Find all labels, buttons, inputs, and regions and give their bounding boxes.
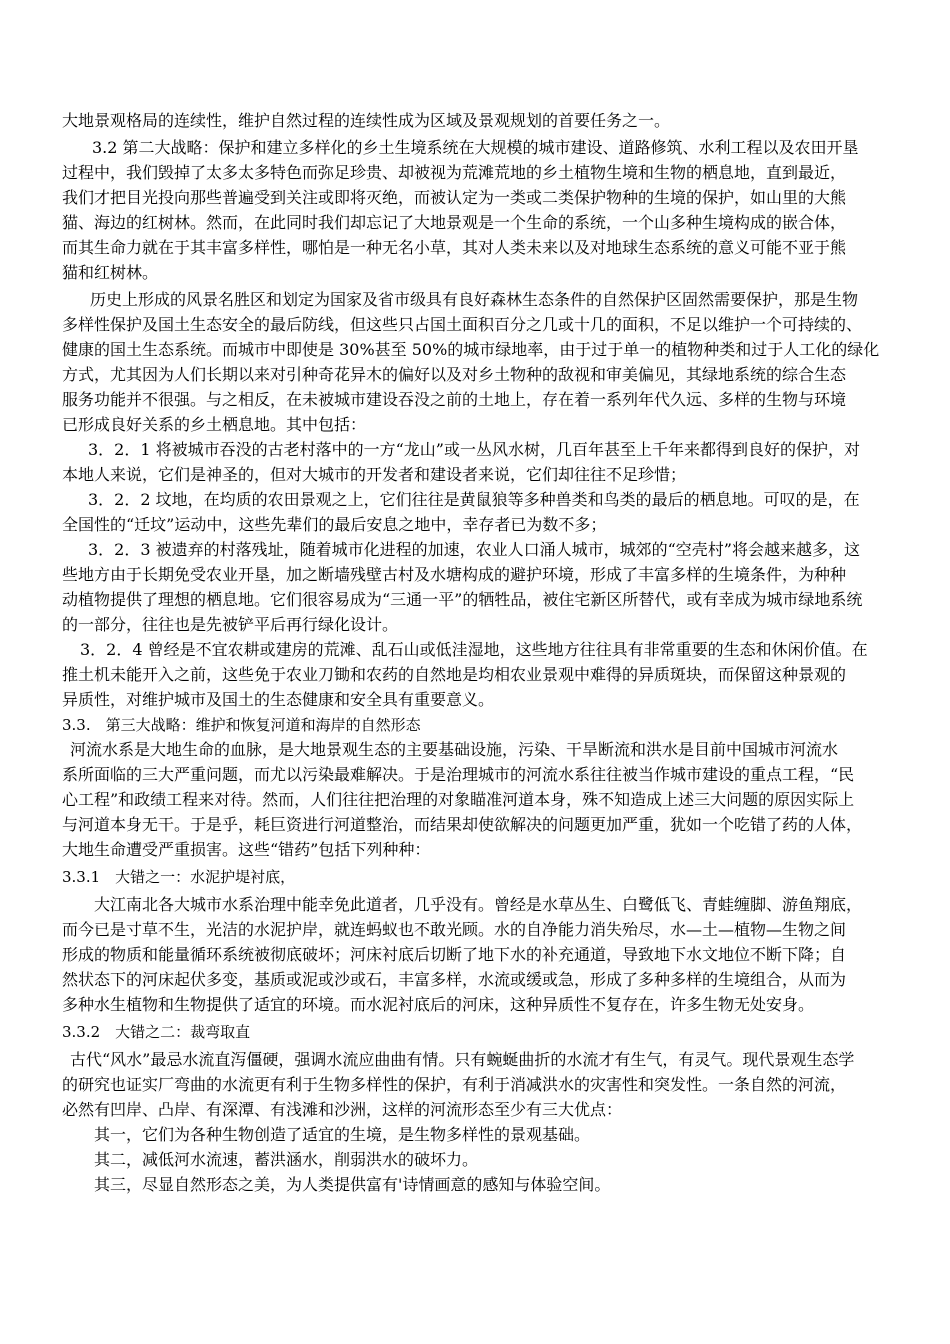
text-line: 与河道本身无干。于是乎，耗巨资进行河道整治，而结果却使欲解决的问题更加严重，犹如一个吃错了药的人体， (62, 815, 863, 834)
section-heading-3-2: 3.2 第二大战略：保护和建立多样化的乡土生境系统在大规模的城市建设、道路修筑、水利工程以及农田开垦 (92, 138, 859, 157)
text-line: 大地生命遭受严重损害。这些“错药”包括下列种种： (62, 840, 431, 859)
text-line: 河流水系是大地生命的血脉，是大地景观生态的主要基础设施，污染、干旱断流和洪水是目前中国城市河流水 (70, 740, 839, 759)
text-line: 本地人来说，它们是神圣的，但对大城市的开发者和建设者来说，它们却往往不足珍惜； (62, 465, 687, 484)
text-line: 大江南北各大城市水系治理中能幸免此道者，几乎没有。曾经是水草丛生、白鹭低飞、青蛙缠脚、游鱼翔底， (94, 895, 863, 914)
list-item-3-2-1: 3．2．1 将被城市吞没的古老村落中的一方“龙山”或一丛风水树，几百年甚至上千年来都得到良好的保护，对 (88, 440, 860, 459)
list-item-3-2-3: 3．2．3 被遗弃的村落残址，随着城市化进程的加速，农业人口涌人城市，城郊的“空壳村”将会越来越多，这 (88, 540, 860, 559)
text-line: 历史上形成的风景名胜区和划定为国家及省市级具有良好森林生态条件的自然保护区固然需要保护，那是生物 (90, 290, 859, 309)
text-line: 大地景观格局的连续性，维护自然过程的连续性成为区域及景观规划的首要任务之一。 (62, 111, 671, 130)
list-item-second: 其二，减低河水流速，蓄洪涵水，削弱洪水的破坏力。 (94, 1150, 479, 1169)
text-line: 系所面临的三大严重问题，而尤以污染最难解决。于是治理城市的河流水系往往被当作城市建设的重点工程，“民 (62, 765, 855, 784)
text-line: 古代“风水”最忌水流直泻僵硬，强调水流应曲曲有情。只有蜿蜒曲折的水流才有生气，有灵气。现代景观生态学 (70, 1050, 855, 1069)
text-line: 推土机未能开入之前，这些免于农业刀锄和农药的自然地是均相农业景观中难得的异质斑块，而保留这种景观的 (62, 665, 847, 684)
text-line: 的一部分，往往也是先被铲平后再行绿化设计。 (62, 615, 399, 634)
text-line: 动植物提供了理想的栖息地。它们很容易成为“三通一平”的牺牲品，被住宅新区所替代，或有幸成为城市绿地系统 (62, 590, 863, 609)
text-line: 必然有凹岸、凸岸、有深潭、有浅滩和沙洲，这样的河流形态至少有三大优点： (62, 1100, 623, 1119)
section-heading-3-3: 3.3. 第三大战略：维护和恢复河道和海岸的自然形态 (62, 716, 421, 734)
text-line: 过程中，我们毁掉了太多太多特色而弥足珍贵、却被视为荒滩荒地的乡土植物生境和生物的栖息地，直到最近， (62, 163, 847, 182)
text-line: 形成的物质和能量循环系统被彻底破坏；河床衬底后切断了地下水的补充通道，导致地下水文地位不断下降；自 (62, 945, 847, 964)
text-line: 服务功能并不很强。与之相反，在未被城市建设吞没之前的土地上，存在着一系列年代久远、多样的生物与环境 (62, 390, 847, 409)
text-line: 全国性的“迁坟”运动中，这些先辈们的最后安息之地中，幸存者已为数不多； (62, 515, 607, 534)
text-line: 心工程”和政绩工程来对待。然而，人们往往把治理的对象瞄准河道本身，殊不知造成上述三大问题的原因实际上 (62, 790, 855, 809)
text-line: 些地方由于长期免受农业开垦，加之断墙残壁古村及水塘构成的避护环境，形成了丰富多样的生境条件，为种种 (62, 565, 847, 584)
text-line: 方式，尤其因为人们长期以来对引种奇花异木的偏好以及对乡土物种的敌视和审美偏见，其绿地系统的综合生态 (62, 365, 847, 384)
text-line: 健康的国土生态系统。而城市中即使是 30%甚至 50%的城市绿地率，由于过于单一的植物种类和过于人工化的绿化 (62, 340, 880, 359)
section-heading-3-3-1: 3.3.1 大错之一：水泥护堤衬底， (62, 868, 296, 886)
list-item-first: 其一，它们为各种生物创造了适宜的生境，是生物多样性的景观基础。 (94, 1125, 591, 1144)
text-line: 猫和红树林。 (62, 263, 159, 282)
list-item-3-2-2: 3．2．2 坟地，在均质的农田景观之上，它们往往是黄鼠狼等多种兽类和鸟类的最后的栖息地。可叹的是，在 (88, 490, 860, 509)
text-line: 多种水生植物和生物提供了适宜的环境。而水泥衬底后的河床，这种异质性不复存在，许多生物无处安身。 (62, 995, 815, 1014)
text-line: 多样性保护及国土生态安全的最后防线，但这些只占国土面积百分之几或十几的面积，不足以维护一个可持续的、 (62, 315, 863, 334)
text-line: 猫、海边的红树林。然而，在此同时我们却忘记了大地景观是一个生命的系统，一个山多种生境构成的嵌合体， (62, 213, 847, 232)
text-line: 而其生命力就在于其丰富多样性，哪怕是一种无名小草，其对人类未来以及对地球生态系统的意义可能不亚于熊 (62, 238, 847, 257)
text-line: 已形成良好关系的乡土栖息地。其中包括： (62, 415, 367, 434)
list-item-3-2-4: 3．2．4 曾经是不宜农耕或建房的荒滩、乱石山或低洼湿地，这些地方往往具有非常重要的生态和休闲价值。在 (80, 640, 868, 659)
list-item-third: 其三，尽显自然形态之美，为人类提供富有'诗情画意的感知与体验空间。 (94, 1175, 611, 1194)
text-line: 然状态下的河床起伏多变，基质或泥或沙或石，丰富多样，水流或缓或急，形成了多种多样的生境组合，从而为 (62, 970, 847, 989)
text-line: 我们才把目光投向那些普遍受到关注或即将灭绝，而被认定为一类或二类保护物种的生境的保护，如山里的大熊 (62, 188, 847, 207)
section-heading-3-3-2: 3.3.2 大错之二：裁弯取直 (62, 1023, 251, 1041)
text-line: 的研究也证实厂弯曲的水流更有利于生物多样性的保护，有利于消减洪水的灾害性和突发性。一条自然的河流， (62, 1075, 847, 1094)
text-line: 异质性，对维护城市及国土的生态健康和安全具有重要意义。 (62, 690, 495, 709)
text-line: 而今已是寸草不生，光洁的水泥护岸，就连蚂蚁也不敢光顾。水的自净能力消失殆尽，水—土—植物—生物之间 (62, 920, 847, 939)
